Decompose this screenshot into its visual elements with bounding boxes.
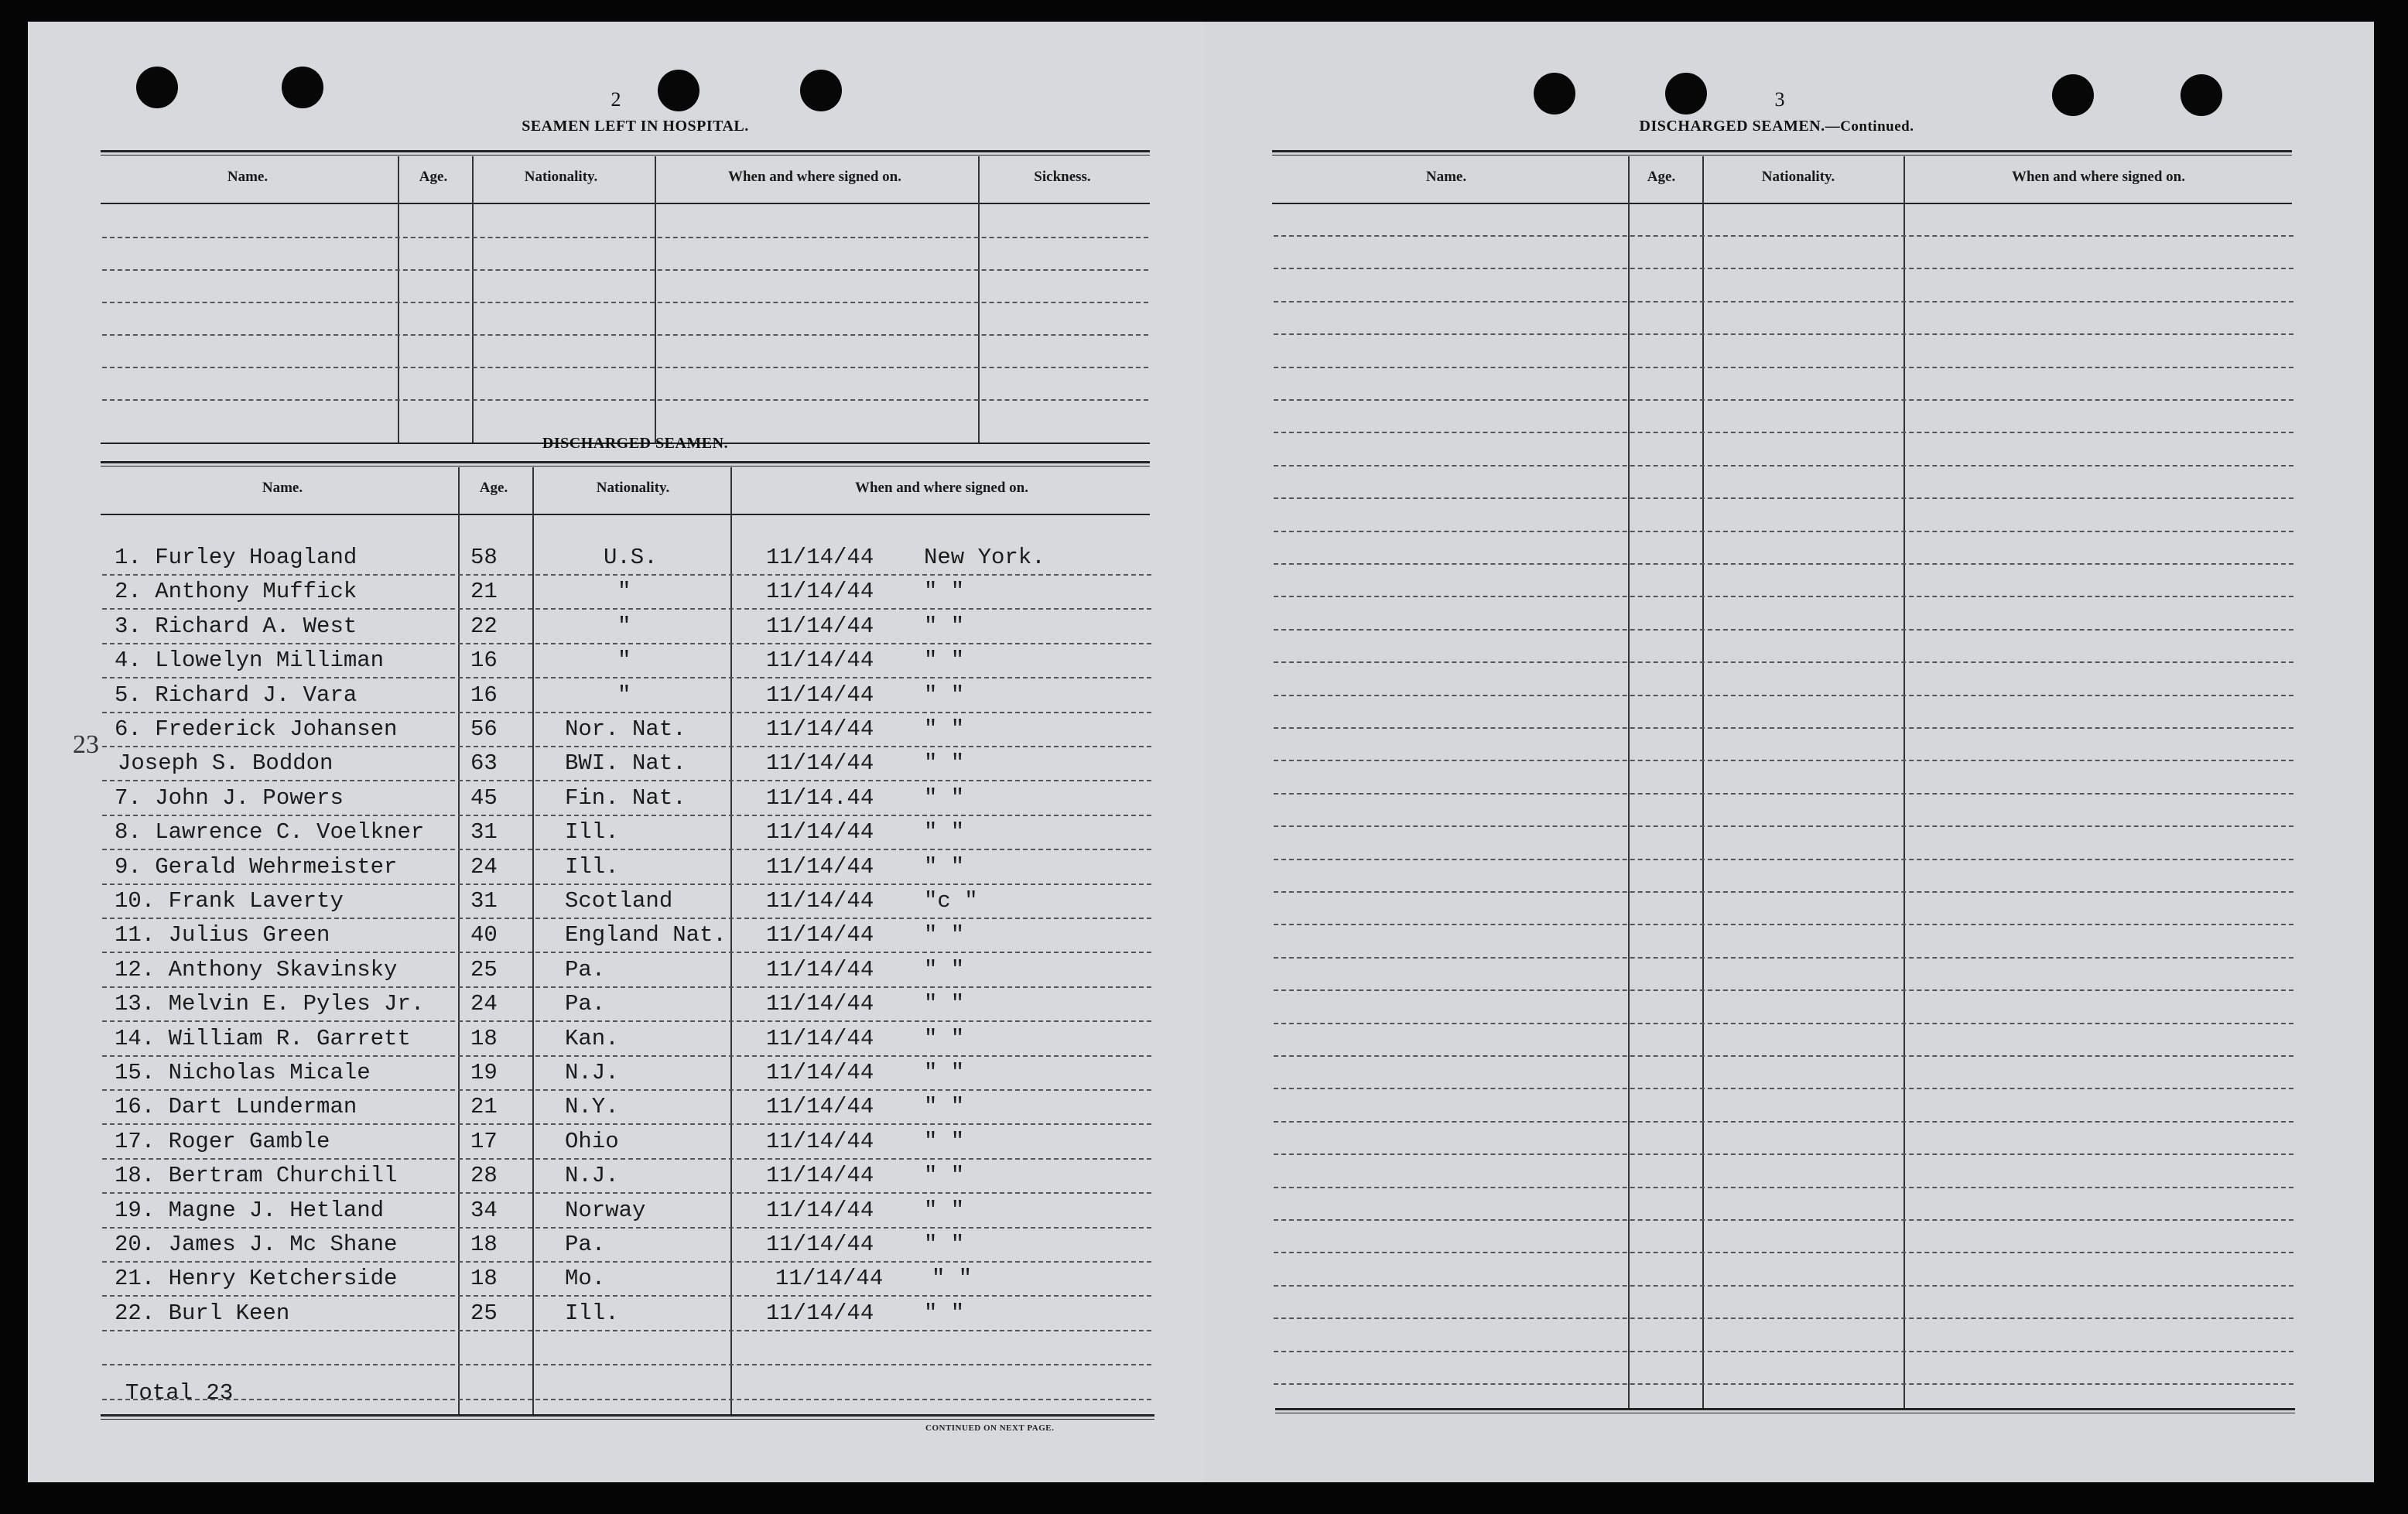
signed-on-place: " " <box>924 1060 965 1085</box>
seaman-name: 1. Furley Hoagland <box>115 545 357 570</box>
punch-hole <box>658 70 699 111</box>
row-line <box>102 643 1151 644</box>
signed-on-date: 11/14/44 <box>766 1060 874 1085</box>
blank-row-line <box>102 399 1148 401</box>
seaman-name: 7. John J. Powers <box>115 785 344 811</box>
blank-row-line <box>102 302 1148 303</box>
blank-row-line <box>1274 989 2293 991</box>
table-top-rule <box>101 150 1150 152</box>
row-line <box>102 815 1151 816</box>
signed-on-date: 11/14/44 <box>766 888 874 914</box>
seaman-name: 11. Julius Green <box>115 922 330 948</box>
signed-on-date: 11/14/44 <box>766 1094 874 1119</box>
seaman-nationality: Fin. Nat. <box>565 785 686 811</box>
row-line <box>102 952 1151 953</box>
signed-on-place: " " <box>924 1094 965 1119</box>
seaman-age: 25 <box>470 1300 498 1326</box>
page-number: 2 <box>611 88 621 111</box>
signed-on-place: " " <box>924 854 965 880</box>
row-line <box>102 1123 1151 1125</box>
blank-row-line <box>1274 301 2293 302</box>
col-header-age: Age. <box>479 480 508 496</box>
seaman-name: 2. Anthony Muffick <box>115 579 357 604</box>
seaman-nationality: " <box>617 579 631 604</box>
seaman-name: 6. Frederick Johansen <box>115 716 398 742</box>
column-divider <box>978 156 980 444</box>
punch-hole <box>800 70 842 111</box>
seaman-nationality: Scotland <box>565 888 673 914</box>
signed-on-place: " " <box>924 682 965 708</box>
blank-row-line <box>1274 695 2293 696</box>
seaman-nationality: " <box>617 613 631 639</box>
col-header-sickness: Sickness. <box>1034 169 1091 185</box>
signed-on-date: 11/14/44 <box>766 682 874 708</box>
row-line <box>102 883 1151 885</box>
signed-on-date: 11/14.44 <box>766 785 874 811</box>
blank-row-line <box>1274 859 2293 860</box>
total-count: Total 23 <box>125 1380 234 1406</box>
signed-on-date: 11/14/44 <box>766 819 874 845</box>
seaman-nationality: Ill. <box>565 819 619 845</box>
signed-on-place: " " <box>924 648 965 673</box>
blank-row-line <box>1274 235 2293 237</box>
row-line <box>102 1261 1151 1263</box>
row-line <box>102 1227 1151 1229</box>
seaman-age: 18 <box>470 1266 498 1291</box>
signed-on-place: " " <box>924 991 965 1017</box>
signed-on-place: "c " <box>924 888 978 914</box>
seaman-name: 12. Anthony Skavinsky <box>115 957 398 983</box>
signed-on-place: " " <box>924 1026 965 1051</box>
table-top-rule <box>1272 155 2292 156</box>
punch-hole <box>282 67 323 108</box>
blank-row-line <box>1274 465 2293 467</box>
seaman-name: 8. Lawrence C. Voelkner <box>115 819 425 845</box>
blank-row-line <box>1274 793 2293 795</box>
punch-hole <box>136 67 178 108</box>
blank-row-line <box>1274 1351 2293 1352</box>
seaman-age: 21 <box>470 1094 498 1119</box>
seaman-nationality: N.J. <box>565 1163 619 1188</box>
blank-row-line <box>102 237 1148 238</box>
signed-on-place: " " <box>924 922 965 948</box>
signed-on-date: 11/14/44 <box>766 750 874 776</box>
seaman-name: 19. Magne J. Hetland <box>115 1198 385 1223</box>
hospital-section-title: SEAMEN LEFT IN HOSPITAL. <box>522 118 749 135</box>
seaman-age: 21 <box>470 579 498 604</box>
title-continued: —Continued. <box>1825 118 1914 135</box>
seaman-age: 24 <box>470 991 498 1017</box>
seaman-name: 10. Frank Laverty <box>115 888 344 914</box>
blank-row-line <box>1274 1252 2293 1253</box>
col-header-name: Name. <box>227 169 269 185</box>
row-line <box>102 1364 1151 1365</box>
row-line <box>102 712 1151 713</box>
column-divider <box>1628 156 1630 1410</box>
column-divider <box>1903 156 1905 1410</box>
row-line <box>102 1055 1151 1057</box>
row-line <box>102 1295 1151 1297</box>
seaman-name: 20. James J. Mc Shane <box>115 1232 398 1257</box>
signed-on-date: 11/14/44 <box>766 854 874 880</box>
seaman-name: 17. Roger Gamble <box>115 1129 330 1154</box>
continued-footer: CONTINUED ON NEXT PAGE. <box>925 1423 1055 1433</box>
table-bottom-rule <box>101 1414 1154 1417</box>
signed-on-place: " " <box>924 613 965 639</box>
seaman-nationality: Pa. <box>565 1232 606 1257</box>
seaman-name: 22. Burl Keen <box>115 1300 290 1326</box>
seaman-name: 13. Melvin E. Pyles Jr. <box>115 991 425 1017</box>
column-divider <box>1702 156 1704 1410</box>
seaman-name: 9. Gerald Wehrmeister <box>115 854 398 880</box>
signed-on-date: 11/14/44 <box>766 545 874 570</box>
row-line <box>102 1192 1151 1194</box>
seaman-name: 3. Richard A. West <box>115 613 357 639</box>
right-section-title <box>1529 118 2024 135</box>
blank-row-line <box>1274 891 2293 893</box>
seaman-nationality: Ill. <box>565 1300 619 1326</box>
seaman-nationality: Ohio <box>565 1129 619 1154</box>
seaman-age: 58 <box>470 545 498 570</box>
signed-on-date: 11/14/44 <box>766 613 874 639</box>
col-header-signed-on: When and where signed on. <box>854 480 1028 496</box>
seaman-age: 16 <box>470 648 498 673</box>
col-header-nationality: Nationality. <box>1761 169 1835 185</box>
row-line <box>102 1330 1151 1331</box>
punch-hole <box>2181 74 2222 116</box>
column-divider <box>655 156 656 444</box>
table-top-rule <box>1272 150 2292 152</box>
signed-on-place: " " <box>924 750 965 776</box>
seaman-age: 22 <box>470 613 498 639</box>
seaman-nationality: N.J. <box>565 1060 619 1085</box>
punch-hole <box>1534 73 1575 114</box>
seaman-age: 63 <box>470 750 498 776</box>
blank-row-line <box>102 334 1148 336</box>
blank-row-line <box>1274 399 2293 401</box>
col-header-nationality: Nationality. <box>524 169 598 185</box>
signed-on-place: " " <box>924 1232 965 1257</box>
seaman-name: 15. Nicholas Micale <box>115 1060 371 1085</box>
right-page <box>1204 22 2374 1482</box>
seaman-age: 18 <box>470 1232 498 1257</box>
row-line <box>102 780 1151 781</box>
blank-row-line <box>1274 1153 2293 1155</box>
seaman-nationality: Kan. <box>565 1026 619 1051</box>
blank-row-line <box>1274 727 2293 729</box>
blank-row-line <box>102 367 1148 368</box>
signed-on-place: " " <box>924 1163 965 1188</box>
left-page <box>28 22 1207 1482</box>
blank-row-line <box>1274 661 2293 663</box>
row-line <box>102 608 1151 610</box>
blank-row-line <box>1274 957 2293 959</box>
signed-on-date: 11/14/44 <box>775 1266 884 1291</box>
blank-row-line <box>1274 629 2293 631</box>
seaman-nationality: BWI. Nat. <box>565 750 686 776</box>
seaman-age: 19 <box>470 1060 498 1085</box>
blank-row-line <box>1274 825 2293 827</box>
table-top-rule <box>101 155 1150 156</box>
seaman-age: 24 <box>470 854 498 880</box>
seaman-age: 25 <box>470 957 498 983</box>
header-rule <box>1272 203 2292 204</box>
row-line <box>102 574 1151 576</box>
blank-row-line <box>1274 1219 2293 1221</box>
blank-row-line <box>1274 432 2293 433</box>
col-header-signed-on: When and where signed on. <box>2011 169 2185 185</box>
blank-row-line <box>1274 1285 2293 1287</box>
signed-on-date: 11/14/44 <box>766 1026 874 1051</box>
seaman-nationality: " <box>617 682 631 708</box>
signed-on-date: 11/14/44 <box>766 957 874 983</box>
blank-row-line <box>1274 367 2293 368</box>
blank-row-line <box>1274 497 2293 499</box>
header-rule <box>101 203 1150 204</box>
signed-on-date: 11/14/44 <box>766 648 874 673</box>
row-line <box>102 1020 1151 1022</box>
blank-row-line <box>1274 1023 2293 1024</box>
blank-row-line <box>102 269 1148 271</box>
seaman-nationality: Pa. <box>565 991 606 1017</box>
signed-on-date: 11/14/44 <box>766 716 874 742</box>
row-line <box>102 746 1151 747</box>
seaman-age: 18 <box>470 1026 498 1051</box>
margin-handwritten-number: 23 <box>73 730 99 759</box>
seaman-nationality: Ill. <box>565 854 619 880</box>
signed-on-place: " " <box>924 1300 965 1326</box>
blank-row-line <box>1274 1121 2293 1123</box>
blank-row-line <box>1274 760 2293 761</box>
col-header-age: Age. <box>1647 169 1676 185</box>
blank-row-line <box>1274 1088 2293 1089</box>
seaman-age: 56 <box>470 716 498 742</box>
seaman-nationality: England Nat. <box>565 922 727 948</box>
column-divider <box>472 156 474 444</box>
punch-hole <box>1665 73 1707 114</box>
table-bottom-rule <box>1275 1408 2295 1410</box>
seaman-name: 18. Bertram Churchill <box>115 1163 398 1188</box>
signed-on-place: " " <box>924 716 965 742</box>
row-line <box>102 1089 1151 1091</box>
seaman-age: 16 <box>470 682 498 708</box>
signed-on-place: " " <box>924 819 965 845</box>
signed-on-place: " " <box>932 1266 973 1291</box>
seaman-name: 16. Dart Lunderman <box>115 1094 357 1119</box>
seaman-age: 31 <box>470 819 498 845</box>
col-header-nationality: Nationality. <box>596 480 670 496</box>
seaman-nationality: Pa. <box>565 957 606 983</box>
seaman-nationality: U.S. <box>604 545 658 570</box>
seaman-age: 31 <box>470 888 498 914</box>
seaman-age: 17 <box>470 1129 498 1154</box>
seaman-name: 14. William R. Garrett <box>115 1026 411 1051</box>
signed-on-place: " " <box>924 1198 965 1223</box>
table-top-rule <box>101 461 1150 463</box>
row-line <box>102 986 1151 988</box>
col-header-name: Name. <box>262 480 303 496</box>
row-line <box>102 849 1151 850</box>
signed-on-place: " " <box>924 785 965 811</box>
signed-on-date: 11/14/44 <box>766 1163 874 1188</box>
col-header-name: Name. <box>1425 169 1467 185</box>
seaman-name: Joseph S. Boddon <box>118 750 333 776</box>
seaman-nationality: Mo. <box>565 1266 606 1291</box>
row-line <box>102 677 1151 678</box>
page-number: 3 <box>1774 88 1785 111</box>
header-rule <box>101 514 1150 515</box>
blank-row-line <box>1274 1317 2293 1319</box>
col-header-signed-on: When and where signed on. <box>727 169 901 185</box>
punch-hole <box>2052 74 2094 116</box>
blank-row-line <box>1274 333 2293 335</box>
seaman-name: 5. Richard J. Vara <box>115 682 357 708</box>
signed-on-date: 11/14/44 <box>766 579 874 604</box>
seaman-nationality: N.Y. <box>565 1094 619 1119</box>
blank-row-line <box>1274 268 2293 269</box>
column-divider <box>398 156 399 444</box>
blank-row-line <box>1274 531 2293 532</box>
row-line <box>102 1399 1151 1400</box>
signed-on-place: " " <box>924 957 965 983</box>
seaman-name: 21. Henry Ketcherside <box>115 1266 398 1291</box>
signed-on-place: New York. <box>924 545 1045 570</box>
blank-row-line <box>1274 563 2293 565</box>
col-header-age: Age. <box>419 169 448 185</box>
signed-on-date: 11/14/44 <box>766 991 874 1017</box>
blank-row-line <box>1274 596 2293 597</box>
signed-on-date: 11/14/44 <box>766 922 874 948</box>
seaman-age: 40 <box>470 922 498 948</box>
seaman-name: 4. Llowelyn Milliman <box>115 648 385 673</box>
signed-on-place: " " <box>924 579 965 604</box>
seaman-nationality: " <box>617 648 631 673</box>
title-main: DISCHARGED SEAMEN. <box>1639 118 1825 135</box>
seaman-age: 28 <box>470 1163 498 1188</box>
seaman-nationality: Norway <box>565 1198 646 1223</box>
blank-row-line <box>1274 1383 2293 1385</box>
blank-row-line <box>1274 1187 2293 1188</box>
signed-on-date: 11/14/44 <box>766 1232 874 1257</box>
blank-row-line <box>1274 924 2293 925</box>
table-bottom-rule <box>101 1419 1154 1420</box>
blank-row-line <box>1274 1055 2293 1057</box>
row-line <box>102 1158 1151 1160</box>
signed-on-place: " " <box>924 1129 965 1154</box>
signed-on-date: 11/14/44 <box>766 1198 874 1223</box>
row-line <box>102 918 1151 919</box>
table-top-rule <box>101 466 1150 467</box>
signed-on-date: 11/14/44 <box>766 1300 874 1326</box>
seaman-nationality: Nor. Nat. <box>565 716 686 742</box>
seaman-age: 45 <box>470 785 498 811</box>
seaman-age: 34 <box>470 1198 498 1223</box>
discharged-section-title: DISCHARGED SEAMEN. <box>542 435 729 452</box>
signed-on-date: 11/14/44 <box>766 1129 874 1154</box>
